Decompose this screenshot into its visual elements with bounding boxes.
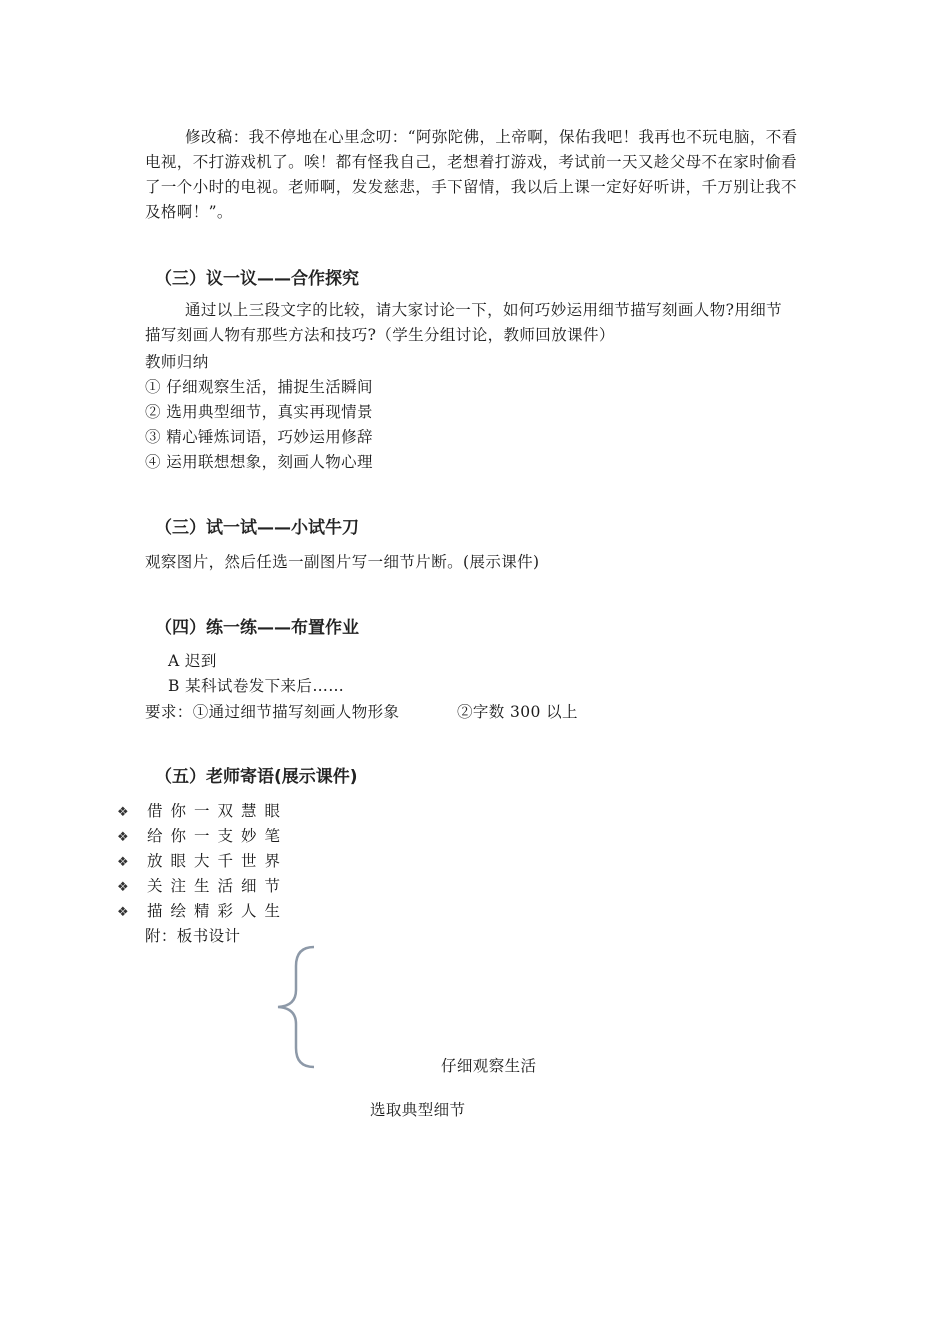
revised-line: 修改稿：我不停地在心里念叨：“阿弥陀佛，上帝啊，保佑我吧！我再也不玩电脑，不看: [185, 128, 798, 146]
diamond-bullet-icon: ❖: [117, 880, 129, 895]
message-line: [117, 799, 288, 821]
section-heading-message: （五）老师寄语(展示课件): [155, 767, 358, 787]
message-line: [117, 874, 288, 896]
discuss-intro-line: 描写刻画人物有那些方法和技巧?（学生分组讨论，教师回放课件）: [145, 326, 615, 344]
diamond-bullet-icon: ❖: [117, 855, 129, 870]
practice-option-a: A 迟到: [168, 652, 217, 670]
practice-requirement-2: ②字数 300 以上: [457, 703, 578, 721]
practice-option-b: B 某科试卷发下来后……: [168, 677, 345, 695]
summary-label: 教师归纳: [145, 353, 209, 371]
discuss-intro: [145, 298, 810, 348]
section-heading-practice: （四）练一练——布置作业: [155, 618, 359, 638]
summary-point: ② 选用典型细节，真实再现情景: [145, 403, 373, 421]
message-text: 借你一双慧眼: [147, 802, 289, 820]
message-text: 给你一支妙笔: [147, 827, 289, 845]
revised-line: 及格啊！”。: [145, 203, 233, 221]
try-text: 观察图片，然后任选一副图片写一细节片断。(展示课件): [145, 553, 540, 571]
message-line: [117, 849, 288, 871]
board-item-select: 选取典型细节: [370, 1101, 466, 1119]
summary-point: ④ 运用联想想象，刻画人物心理: [145, 453, 373, 471]
message-line: [117, 899, 288, 921]
section-heading-discuss: （三）议一议——合作探究: [155, 269, 359, 289]
message-text: 关注生活细节: [147, 877, 289, 895]
message-text: 放眼大千世界: [147, 852, 289, 870]
summary-point: ① 仔细观察生活，捕捉生活瞬间: [145, 378, 373, 396]
practice-requirement-1: 要求：①通过细节描写刻画人物形象: [145, 703, 400, 721]
revised-line: 电视，不打游戏机了。唉！都有怪我自己，老想着打游戏，考试前一天又趁父母不在家时偷看: [145, 153, 797, 171]
section-heading-try: （三）试一试——小试牛刀: [155, 518, 359, 538]
appendix-label: 附：板书设计: [145, 927, 241, 945]
revised-line: 了一个小时的电视。老师啊，发发慈悲，手下留情，我以后上课一定好好听讲，千万别让我不: [145, 178, 797, 196]
diamond-bullet-icon: ❖: [117, 905, 129, 920]
message-text: 描绘精彩人生: [147, 902, 289, 920]
board-item-observe: 仔细观察生活: [441, 1057, 537, 1075]
diamond-bullet-icon: ❖: [117, 805, 129, 820]
discuss-intro-line: 通过以上三段文字的比较，请大家讨论一下，如何巧妙运用细节描写刻画人物?用细节: [185, 301, 783, 319]
revised-paragraph: [145, 125, 810, 225]
message-line: [117, 824, 288, 846]
summary-point: ③ 精心锤炼词语，巧妙运用修辞: [145, 428, 373, 446]
curly-brace-icon: [270, 944, 320, 1070]
diamond-bullet-icon: ❖: [117, 830, 129, 845]
